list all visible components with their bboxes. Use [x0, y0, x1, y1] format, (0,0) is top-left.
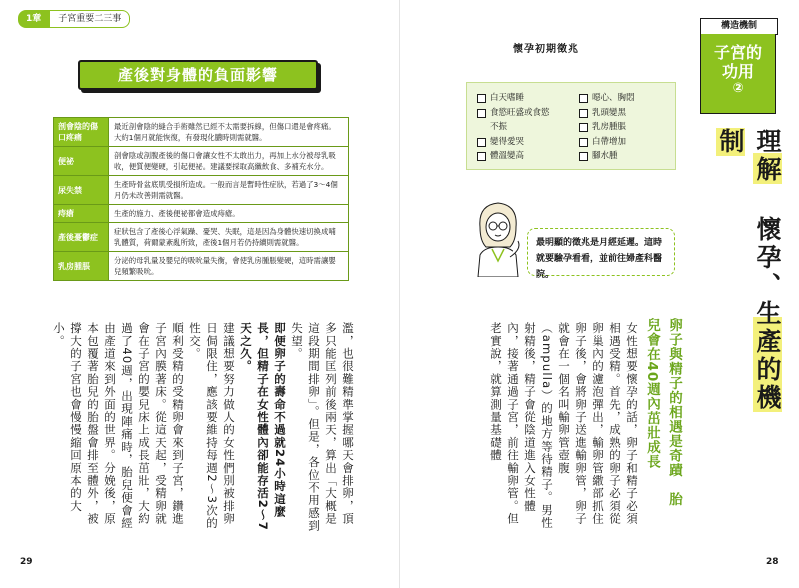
list-item — [579, 106, 671, 121]
chapter-name: 子宮重要二三事 — [49, 10, 130, 28]
symptom-label: 食慾旺盛或食慾不振 — [490, 107, 550, 132]
symptoms-title: 懷孕初期徵兆 — [513, 44, 579, 55]
body-paragraph: 濫，也很難精準掌握哪天會排卵，頂多只能匡列前後兩天，算出「大概是這段期間排卵」。但是，各位不用感到失望。 — [290, 322, 355, 533]
symptom-label: 白帶增加 — [592, 136, 627, 147]
chapter-number: 1章 — [18, 10, 49, 28]
list-item — [579, 91, 671, 106]
table-value: 最近剖會陰的縫合手術雖然已經不太需要拆線，但傷口還是會疼痛。大約1個月就能恢復，有發現化膿時則需就醫。 — [109, 118, 349, 147]
checkbox-icon — [579, 138, 588, 147]
section-title-line-1: 子宮的 — [713, 43, 762, 62]
list-item — [477, 91, 569, 106]
symptoms-box — [466, 82, 676, 170]
page-gutter — [399, 0, 400, 588]
table-value: 生產的施力、產後便祕都會造成痔瘡。 — [109, 205, 349, 223]
checkbox-icon — [579, 152, 588, 161]
table-key: 痔瘡 — [54, 205, 109, 223]
checkbox-icon — [477, 152, 486, 161]
list-item — [579, 120, 671, 135]
symptom-label: 乳頭變黑 — [592, 107, 627, 118]
section-number: ② — [732, 81, 744, 96]
speech-bubble: 最明顯的徵兆是月經延遲。這時就要驗孕看看，並前往婦產科醫院。 — [527, 228, 675, 276]
list-item — [579, 135, 671, 150]
symptom-label: 噁心、胸悶 — [592, 93, 635, 103]
table-row — [54, 147, 349, 176]
table-key: 便祕 — [54, 147, 109, 176]
checkbox-icon — [477, 138, 486, 147]
table-value: 症狀包含了產後心浮氣躁、憂哭、失眠，這是因為身體快速切換成哺乳體質，荷爾蒙紊亂所致，產後1個月若仍持續則需就醫。 — [109, 223, 349, 252]
body-paragraph: 順利受精的受精卵會來到子宮，鑽進子宮內膜著床。從這天起，受精卵就會在子宮的嬰兒床上成長茁壯，大約過了40週，出現陣痛時，胎兒便會經由產道來到外面的世界。分娩後，原本包覆著胎兒的胎盤會排至體外，被撐大的子宮也會慢慢縮回原本的大小。 — [52, 322, 185, 530]
checkbox-icon — [477, 109, 486, 118]
body-paragraph: 建議想要努力做人的女性們別被排卵日侷限住，應該要維持每週2～3次的性交。 — [188, 322, 236, 530]
symptom-label: 體溫變高 — [490, 151, 525, 161]
right-body-text — [444, 322, 640, 534]
list-item — [477, 149, 569, 164]
effects-table — [53, 117, 349, 281]
table-key: 剖會陰的傷口疼痛 — [54, 118, 109, 147]
body-paragraph: 女性想要懷孕的話，卵子和精子必須相遇受精。首先，成熟的卵子必須從卵巢內的濾泡彈出，輸卵管繖部抓住卵子後，會將卵子送進輸卵管，卵子就會在一個名叫輸卵管壺腹（ampulla）的地方等待精子。男性射精後，精子會從陰道進入女性體內，接著通過子宮，前往輸卵管。但老實說，就算測量基礎體 — [489, 322, 639, 530]
list-item — [477, 135, 569, 150]
checkbox-icon — [579, 123, 588, 132]
page-title-part-2: 懷孕、生產的機制 — [716, 128, 782, 412]
section-subtitle: 卵子與精子的相遇是奇蹟 胎兒會在40週內茁壯成長 — [644, 318, 682, 507]
table-row — [54, 223, 349, 252]
table-value: 生產時骨盆底肌受損所造成。一般而言是暫時性症狀，若過了3～4個月仍未改善則需就醫。 — [109, 176, 349, 205]
symptom-label: 白天嗜睡 — [490, 93, 525, 103]
list-item — [579, 149, 671, 164]
page-title — [694, 128, 786, 418]
chapter-tab — [18, 10, 130, 28]
table-row — [54, 176, 349, 205]
table-value: 分泌的母乳量及嬰兒的吸吮量失衡，會使乳房腫脹變硬，這時需讓嬰兒頻繁吸吮。 — [109, 252, 349, 281]
symptoms-left-column — [477, 91, 569, 164]
table-row — [54, 118, 349, 147]
page-number-left: 29 — [20, 557, 33, 567]
list-item — [477, 106, 569, 135]
table-key: 產後憂鬱症 — [54, 223, 109, 252]
table-key: 尿失禁 — [54, 176, 109, 205]
table-value: 剖會陰或剖腹產後的傷口會讓女性不太敢出力，再加上水分被母乳吸收，便質便變硬，引起便祕。建議要採取高纖飲食、多補充水分。 — [109, 147, 349, 176]
effects-title: 產後對身體的負面影響 — [78, 60, 318, 90]
symptom-label: 變得愛哭 — [490, 136, 525, 147]
checkbox-icon — [579, 109, 588, 118]
symptom-label: 乳房腫脹 — [592, 122, 627, 132]
page-title-part-1: 理解 — [753, 128, 782, 184]
table-row — [54, 252, 349, 281]
section-box — [700, 34, 776, 114]
checkbox-icon — [579, 94, 588, 103]
page-number-right: 28 — [766, 557, 779, 567]
symptom-label: 腳水腫 — [592, 151, 618, 161]
symptoms-right-column — [579, 91, 671, 164]
checkbox-icon — [477, 94, 486, 103]
doctor-illustration-icon — [470, 197, 526, 277]
section-label: 構造機制 — [700, 18, 778, 35]
body-highlight: 即便卵子的壽命不過就24小時這麼長，但精子在女性體內卻能存活2～7天之久。 — [239, 322, 287, 531]
section-title-line-2: 功用 — [721, 62, 754, 81]
table-key: 乳房腫脹 — [54, 252, 109, 281]
left-body-text — [38, 322, 356, 534]
table-row — [54, 205, 349, 223]
